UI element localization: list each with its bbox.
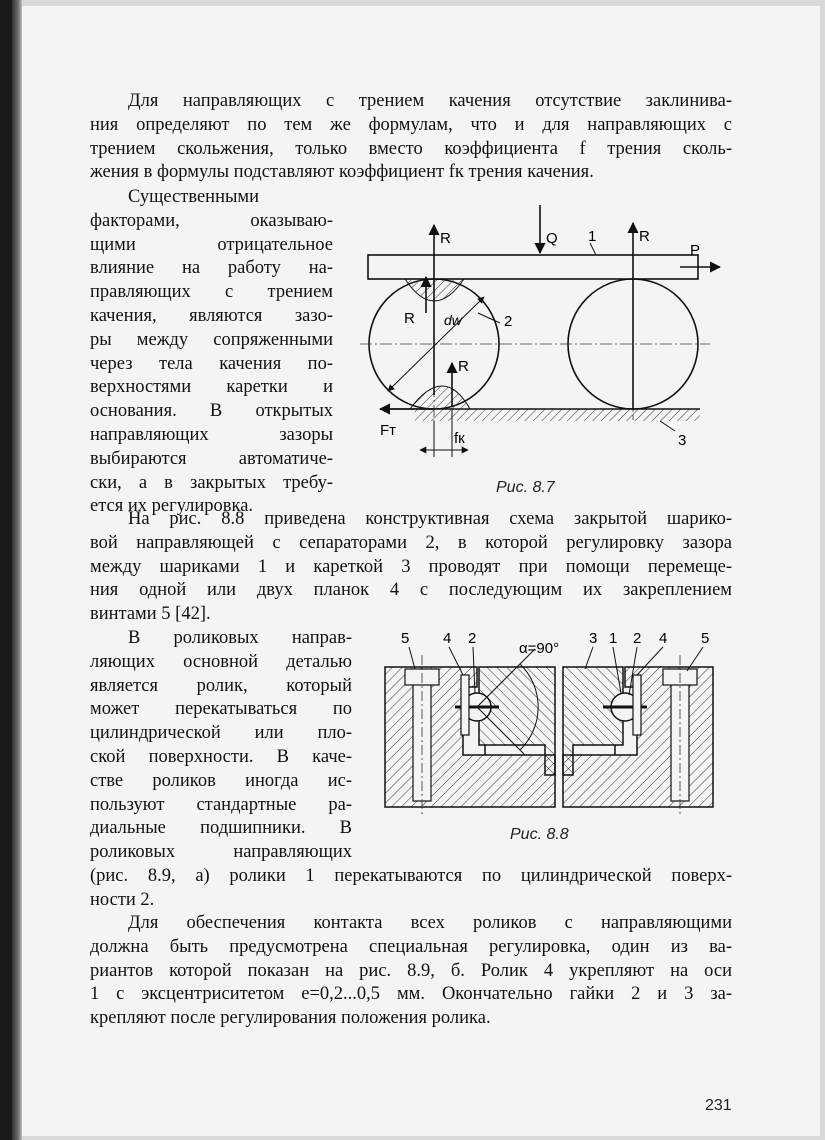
text-line: 1 с эксцентриситетом e=0,2...0,5 мм. Окончательно гайки 2 и 3 за- bbox=[90, 984, 732, 1005]
paragraph-4 bbox=[90, 627, 352, 865]
strip-right bbox=[633, 675, 641, 735]
text-line: вой направляющей с сепараторами 2, в которой регулировку зазора bbox=[90, 532, 732, 553]
text-line: трением скольжения, только вместо коэффициента f трения сколь- bbox=[90, 138, 732, 159]
label-1: 1 bbox=[609, 630, 618, 647]
page-number: 231 bbox=[705, 1097, 732, 1114]
label-4-right: 4 bbox=[659, 630, 668, 647]
text-line: На рис. 8.8 приведена конструктивная схема закрытой шарико- bbox=[128, 509, 732, 529]
text-line: факторами, оказываю- bbox=[90, 210, 333, 231]
text-line: верхностями каретки и bbox=[90, 377, 333, 398]
label-4-left: 4 bbox=[443, 630, 452, 647]
label-2-left: 2 bbox=[468, 630, 477, 647]
figure-8-7-caption: Рис. 8.7 bbox=[496, 479, 555, 496]
label-P: P bbox=[690, 242, 701, 259]
text-line: правляющих с трением bbox=[90, 282, 333, 303]
label-R-side: R bbox=[404, 310, 415, 327]
text-line: ется их регулировка. bbox=[90, 496, 254, 517]
text-line: В роликовых направ- bbox=[128, 628, 352, 648]
text-line: стве роликов иногда ис- bbox=[90, 770, 352, 791]
label-dw: dw bbox=[444, 312, 462, 328]
text-line: ности 2. bbox=[90, 889, 155, 910]
label-3: 3 bbox=[678, 432, 687, 449]
figure-8-8 bbox=[375, 625, 730, 820]
label-fk: fк bbox=[454, 430, 465, 447]
contact-zone-bottom bbox=[410, 386, 470, 409]
text-line: Для обеспечения контакта всех роликов с направляющими bbox=[128, 913, 732, 933]
text-line: щими отрицательное bbox=[90, 234, 333, 255]
text-line: ски, а в закрытых требу- bbox=[90, 472, 333, 493]
label-2: 2 bbox=[504, 313, 513, 330]
figure-8-7 bbox=[360, 195, 735, 470]
label-2-right: 2 bbox=[633, 630, 642, 647]
text-line: крепляют после регулирования положения ролика. bbox=[90, 1008, 491, 1029]
paragraph-5 bbox=[90, 912, 732, 1031]
label-5-right: 5 bbox=[701, 630, 710, 647]
label-alpha: α=90° bbox=[519, 640, 560, 657]
text-line: направляющих зазоры bbox=[90, 424, 333, 445]
book-binding-edge bbox=[0, 0, 12, 1140]
label-R-right: R bbox=[639, 228, 650, 245]
figure-8-8-caption: Рис. 8.8 bbox=[510, 826, 569, 843]
label-3: 3 bbox=[589, 630, 598, 647]
text-line: риантов которой показан на рис. 8.9, б. Ролик 4 укрепляют на оси bbox=[90, 960, 732, 981]
text-line: роликовых направляющих bbox=[90, 842, 352, 863]
text-line: является ролик, который bbox=[90, 675, 352, 696]
label-1: 1 bbox=[588, 228, 597, 245]
text-line: ской поверхности. В каче- bbox=[90, 746, 352, 767]
text-line: может перекатываться по bbox=[90, 699, 352, 720]
label-Q: Q bbox=[546, 230, 558, 247]
base-hatching bbox=[415, 409, 700, 421]
paragraph-2 bbox=[90, 186, 333, 519]
paragraph-3 bbox=[90, 508, 732, 627]
text-line: ния определяют по тем же формулам, что и для направляющих с bbox=[90, 114, 732, 135]
text-line: выбираются автоматиче- bbox=[90, 448, 333, 469]
text-line: Существенными bbox=[128, 187, 260, 207]
text-line: цилиндрической или пло- bbox=[90, 723, 352, 744]
label-5-left: 5 bbox=[401, 630, 410, 647]
text-line: жения в формулы подставляют коэффициент fк трения качения. bbox=[90, 162, 594, 183]
text-line: должна быть предусмотрена специальная регулировка, один из ва- bbox=[90, 936, 732, 957]
text-line: качения, являются зазо- bbox=[90, 305, 333, 326]
paragraph-4-continued bbox=[90, 865, 732, 913]
text-line: ляющих основной деталью bbox=[90, 651, 352, 672]
text-line: влияние на работу на- bbox=[90, 258, 333, 279]
text-line: Для направляющих с трением качения отсутствие заклинива- bbox=[128, 91, 732, 111]
text-line: винтами 5 [42]. bbox=[90, 604, 211, 625]
text-line: между шариками 1 и кареткой 3 проводят при помощи перемеще- bbox=[90, 556, 732, 577]
text-line: через тела качения по- bbox=[90, 353, 333, 374]
label-Ft: Fт bbox=[380, 422, 397, 439]
text-line: (рис. 8.9, а) ролики 1 перекатываются по цилиндрической поверх- bbox=[90, 866, 732, 886]
paragraph-1 bbox=[90, 90, 732, 185]
text-line: ры между сопряженными bbox=[90, 329, 333, 350]
text-line: диальные подшипники. В bbox=[90, 818, 352, 839]
text-line: пользуют стандартные ра- bbox=[90, 794, 352, 815]
text-line: основания. В открытых bbox=[90, 401, 333, 422]
label-R-top: R bbox=[440, 230, 451, 247]
text-line: ния одной или двух планок 4 с последующим их закреплением bbox=[90, 580, 732, 601]
carriage-bar bbox=[368, 255, 698, 279]
label-R-mid: R bbox=[458, 358, 469, 375]
strip-left bbox=[461, 675, 469, 735]
